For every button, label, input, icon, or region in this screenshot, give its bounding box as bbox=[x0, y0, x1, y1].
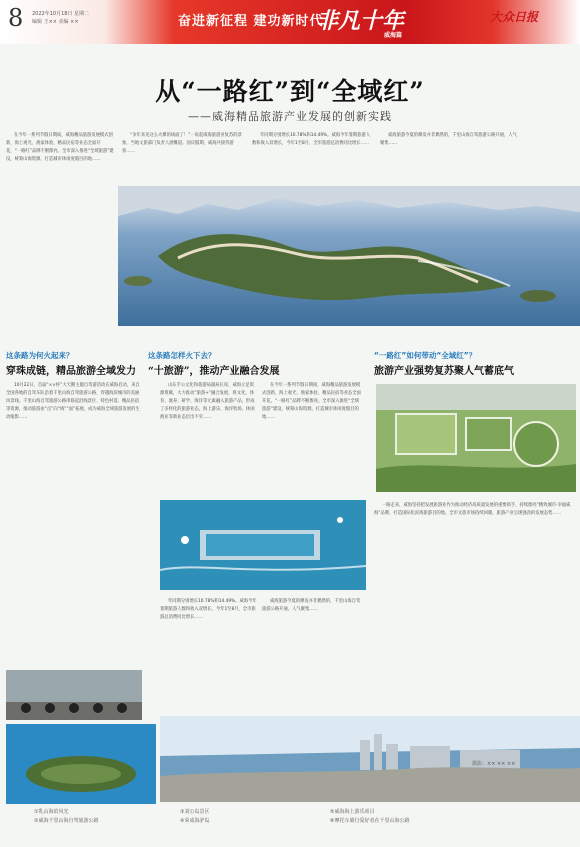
page-number: 8 bbox=[8, 4, 24, 32]
section-3-heading: 旅游产业强势复苏聚人气蓄底气 bbox=[374, 366, 514, 377]
section-2-body-lower-cont: 威海旅游今夏的爆发并非偶然的，千里山海自驾旅游公路开通，人气聚集…… bbox=[262, 599, 361, 612]
section-3-body: 一路走来，威海坚持把发展旅游业作为推动经济高质量发展的重要抓手，持续擦亮“精致城市·幸福威海”品牌，打造国际化滨海旅游目的地。全市文旅市场持续回暖，旅游产业呈现强劲的发展态势…… bbox=[374, 503, 571, 516]
lead-column-1: “争年来见这么火爆的场面了！”一说起威海旅游业复苏的景象，当地文旅部门负责人感慨道。国庆假期，威海共接待游客…… bbox=[122, 133, 242, 154]
photo-captions-3 bbox=[330, 808, 409, 826]
lead-column-3: 威海旅游今夏的爆发并非偶然的，千里山海自驾旅游公路开通，人气聚集…… bbox=[380, 133, 517, 146]
section-1-body: 10月22日，首届“××杯”大天鹅主题自驾游活动在威海启动，来自全国各地的自驾车队沿着千里山海自驾旅游公路，穿越海滨城市的美丽风景线。千里山海自驾旅游公路串联起沿线景区、特色村落、精品民宿等资源，推动旅游由“点”向“线”“面”拓展，成为威海全域旅游发展的生动缩影…… bbox=[6, 383, 140, 420]
wetland-park-photo bbox=[376, 384, 576, 492]
issue-date: 2022年10月18日 星期二 bbox=[32, 11, 90, 17]
photo-captions-2 bbox=[180, 808, 209, 826]
island-photo bbox=[6, 724, 156, 804]
section-1-question: 这条路为何火起来？ bbox=[6, 351, 74, 360]
lead-column-2: 年同期分别增长10.78%和14.49%。威海今年暑期旅游人数和收入双增长，今年1至8月，全市旅游总消费同比增长…… bbox=[252, 133, 371, 146]
intro-text: 在今年一系列节假日期间，威海精品旅游发展模式创新，海上观光、渔家体验、精品民宿等业态全面开花，“一路红”品牌不断擦亮。全市深入推进“全域旅游”建设，统筹山海资源，打造城市休闲度假目的地…… bbox=[6, 133, 114, 162]
banner-feature-title: 非凡十年 bbox=[316, 8, 405, 34]
section-2-body: 山东手公文化和旅游局副局长说，威海立足资源禀赋，大力推动“旅游+”融合发展，将文化、体育、康养、研学、海洋等元素融入旅游产品，形成了多样化的旅游业态。海上游乐、海洋牧场、休闲渔业等新业态层出不穷…… bbox=[160, 383, 255, 420]
section-2-question: 这条路怎样火下去？ bbox=[148, 351, 216, 360]
motorcycle-riders-photo bbox=[6, 670, 142, 720]
section-2-body-cont: 在今年一系列节假日期间，威海精品旅游发展模式创新，海上观光、渔家体验、精品民宿等业态全面开花，“一路红”品牌不断擦亮。全市深入推进“全域旅游”建设，统筹山海资源，打造城市休闲度假目的地…… bbox=[262, 383, 361, 420]
city-skyline-photo bbox=[160, 716, 580, 802]
caption-5: ⑤威海海上游乐项目 bbox=[330, 809, 375, 815]
photo-captions bbox=[34, 808, 98, 826]
marine-ranch-photo bbox=[160, 500, 366, 590]
coastline-aerial-photo bbox=[118, 186, 580, 326]
banner-slogan: 奋进新征程 建功新时代 · bbox=[178, 14, 335, 29]
edition-label: 威海篇 bbox=[384, 32, 403, 39]
editor-line: 编辑 王×× 美编 ×× bbox=[32, 19, 79, 25]
caption-1: ①乳山海滨风光 bbox=[34, 809, 69, 815]
section-1-heading: 穿珠成链，精品旅游全域发力 bbox=[6, 366, 136, 377]
section-2-body-lower: 年同期分别增长10.78%和14.49%。威海今年暑期旅游人数和收入双增长，今年1至8月，全市旅游总消费同比增长…… bbox=[160, 599, 257, 620]
newspaper-logo: 大众日报 bbox=[490, 10, 539, 24]
photo-credit: 摄影：×× ×× ×× bbox=[472, 761, 516, 767]
page-title: 从“一路红”到“全域红” bbox=[155, 77, 425, 106]
caption-4: ④荣成海驴岛 bbox=[180, 818, 210, 824]
section-3-question: “一路红”如何带动“全域红”？ bbox=[374, 351, 477, 360]
section-2-heading: “十旅游”，推动产业融合发展 bbox=[148, 366, 280, 377]
caption-2: ②威海千里山海自驾旅游公路 bbox=[34, 818, 99, 824]
caption-3: ③刘公岛景区 bbox=[180, 809, 210, 815]
page-subtitle: ——威海精品旅游产业发展的创新实践 bbox=[188, 110, 392, 123]
caption-6: ⑥摩托车骑行爱好者在千里山海公路 bbox=[330, 818, 410, 824]
